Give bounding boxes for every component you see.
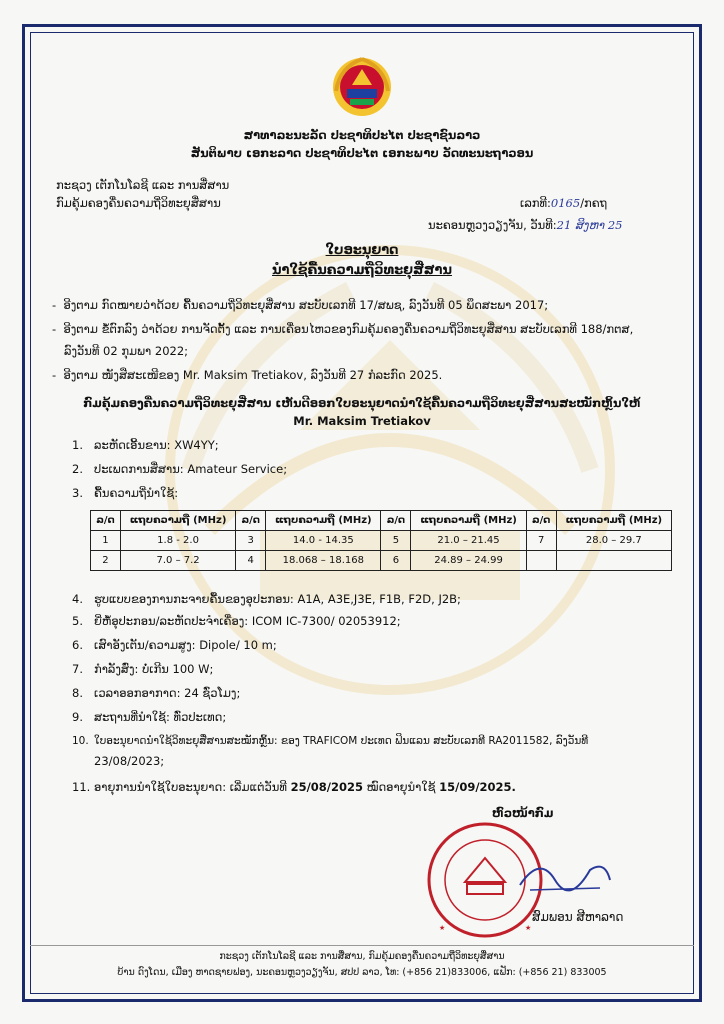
footer-divider [30, 945, 694, 946]
table-cell: 18.068 – 18.168 [266, 551, 381, 571]
table-header: ແຖບຄວາມຖີ່ (MHz) [411, 511, 526, 531]
item-3: 3. ຄື້ນຄວາມຖີ່ນຳໃຊ້: [72, 486, 179, 500]
table-cell: 3 [236, 531, 266, 551]
footer-line-2: ບ້ານ ດົງໂດນ, ເມືອງ ຫາດຊາຍຟອງ, ນະຄອນຫຼວງວຽງຈັນ, ສປປ ລາວ, ໂທ: (+856 21)833006, ແຟັກ: (+856 21) 833005 [117, 967, 607, 978]
document-date [428, 218, 622, 232]
item-9: 9. ສະຖານທີ່ນຳໃຊ້: ທົ່ວປະເທດ; [72, 710, 227, 724]
reference-2-date: ລົງວັນທີ 02 ກຸມພາ 2022; [64, 344, 189, 358]
table-cell: 21.0 – 21.45 [411, 531, 526, 551]
national-motto: ສັນຕິພາບ ເອກະລາດ ປະຊາທິປະໄຕ ເອກະພາບ ວັດທະນະຖາວອນ [190, 146, 534, 160]
signatory-name: ສົມພອນ ສີຫາລາດ [532, 910, 624, 924]
svg-text:★: ★ [525, 924, 532, 932]
item-10-date: 23/08/2023; [94, 754, 165, 768]
item-7: 7. ກຳລັງສົ່ງ: ບໍ່ເກີນ 100 W; [72, 662, 214, 676]
ministry-name: ກະຊວງ ເຕັກໂນໂລຊີ ແລະ ການສື່ສານ [56, 178, 230, 192]
table-cell: 7 [526, 531, 556, 551]
handwritten-signature [510, 850, 620, 900]
table-cell: 28.0 – 29.7 [556, 531, 671, 551]
table-cell: 14.0 - 14.35 [266, 531, 381, 551]
table-cell [556, 551, 671, 571]
grant-statement: ກົມຄຸ້ມຄອງຄື່ນຄວາມຖີ່ວິທະຍຸສື່ສານ ເຫັນດີອອກໃບອະນຸຍາດນຳໃຊ້ຄື້ນຄວາມຖີ່ວິທະຍຸສື່ສານສະໝັກຫຼິ້ນໃຫ້ [83, 396, 641, 410]
number-value: 0165 [550, 196, 581, 210]
license-subtitle: ນຳໃຊ້ຄື້ນຄວາມຖີ່ວິທະຍຸສື່ສານ [272, 263, 452, 278]
table-cell: 24.89 – 24.99 [411, 551, 526, 571]
number-suffix: /ກຄຖ [580, 196, 608, 210]
table-cell: 5 [381, 531, 411, 551]
table-cell: 1.8 - 2.0 [120, 531, 235, 551]
country-name: ສາທາລະນະລັດ ປະຊາທິປະໄຕ ປະຊາຊົນລາວ [243, 128, 481, 142]
table-row [91, 531, 672, 551]
table-cell: 7.0 – 7.2 [120, 551, 235, 571]
reference-2: - ອີງຕາມ ຂໍ້ຕົກລົງ ວ່າດ້ວຍ ການຈັດຕັ້ງ ແລະ ການເຄື່ອນໄຫວຂອງກົມຄຸ້ມຄອງຄື່ນຄວາມຖີ່ວິທະຍຸສື່ສານ ສະບັບເລກທີ 188/ກຕສ, [52, 322, 634, 336]
item-6: 6. ເສົາອັງເຕັນ/ຄວາມສູງ: Dipole/ 10 m; [72, 638, 277, 652]
table-cell: 6 [381, 551, 411, 571]
date-label: ນະຄອນຫຼວງວຽງຈັນ, ວັນທີ: [428, 218, 557, 232]
table-cell: 4 [236, 551, 266, 571]
table-cell: 2 [91, 551, 121, 571]
item-5: 5. ຍີ່ຫໍ້ອຸປະກອນ/ລະຫັດປະຈຳເຄື່ອງ: ICOM IC-7300/ 02053912; [72, 614, 401, 628]
item-8: 8. ເວລາອອກອາກາດ: 24 ຊົ່ວໂມງ; [72, 686, 241, 700]
signatory-title: ຫົວໜ້າກົມ [492, 806, 554, 820]
table-header-row [91, 511, 672, 531]
footer-line-1: ກະຊວງ ເຕັກໂນໂລຊີ ແລະ ການສື່ສານ, ກົມຄຸ້ມຄອງຄື່ນຄວາມຖີ່ວິທະຍຸສື່ສານ [219, 951, 505, 962]
document-number [520, 196, 607, 210]
table-cell: 1 [91, 531, 121, 551]
national-emblem [330, 55, 394, 119]
table-header: ແຖບຄວາມຖີ່ (MHz) [266, 511, 381, 531]
table-row [91, 551, 672, 571]
department-name: ກົມຄຸ້ມຄອງຄື່ນຄວາມຖີ່ວິທະຍຸສື່ສານ [56, 196, 221, 210]
table-header: ແຖບຄວາມຖີ່ (MHz) [556, 511, 671, 531]
table-header: ລ/ດ [236, 511, 266, 531]
svg-text:★: ★ [439, 924, 446, 932]
table-header: ແຖບຄວາມຖີ່ (MHz) [120, 511, 235, 531]
table-header: ລ/ດ [91, 511, 121, 531]
license-title: ໃບອະນຸຍາດ [325, 243, 399, 258]
item-2: 2. ປະເພດການສື່ສານ: Amateur Service; [72, 462, 288, 476]
item-11: 11. ອາຍຸການນຳໃຊ້ໃບອະນຸຍາດ: ເລີ່ມແຕ່ວັນທີ 25/08/2025 ໝົດອາຍຸນຳໃຊ້ 15/09/2025. [72, 780, 516, 794]
table-header: ລ/ດ [526, 511, 556, 531]
reference-1: - ອີງຕາມ ກົດໝາຍວ່າດ້ວຍ ຄື້ນຄວາມຖີ່ວິທະຍຸສື່ສານ ສະບັບເລກທີ 17/ສພຊ, ລົງວັນທີ 05 ພຶດສະພາ 2017; [52, 298, 549, 312]
table-header: ລ/ດ [381, 511, 411, 531]
item-4: 4. ຮູບແບບຂອງການກະຈາຍຄື້ນຂອງອຸປະກອນ: A1A, A3E,J3E, F1B, F2D, J2B; [72, 592, 461, 606]
reference-3: - ອີງຕາມ ໜັງສືສະເໜີຂອງ Mr. Maksim Tretiakov, ລົງວັນທີ 27 ກໍລະກົດ 2025. [52, 368, 443, 382]
date-value: 21 ສິງຫາ 25 [556, 218, 623, 232]
frequency-table [90, 510, 672, 571]
grant-recipient: Mr. Maksim Tretiakov [293, 414, 431, 428]
number-label: ເລກທີ: [520, 196, 551, 210]
item-1: 1. ລະຫັດເອີ້ນຂານ: XW4YY; [72, 438, 219, 452]
item-10: 10. ໃບອະນຸຍາດນຳໃຊ້ວິທະຍຸສື່ສານສະໝັກຫຼິ້ນ: ຂອງ TRAFICOM ປະເທດ ຟິນແລນ ສະບັບເລກທີ RA2011582, ລົງວັນທີ [72, 735, 589, 747]
table-cell [526, 551, 556, 571]
